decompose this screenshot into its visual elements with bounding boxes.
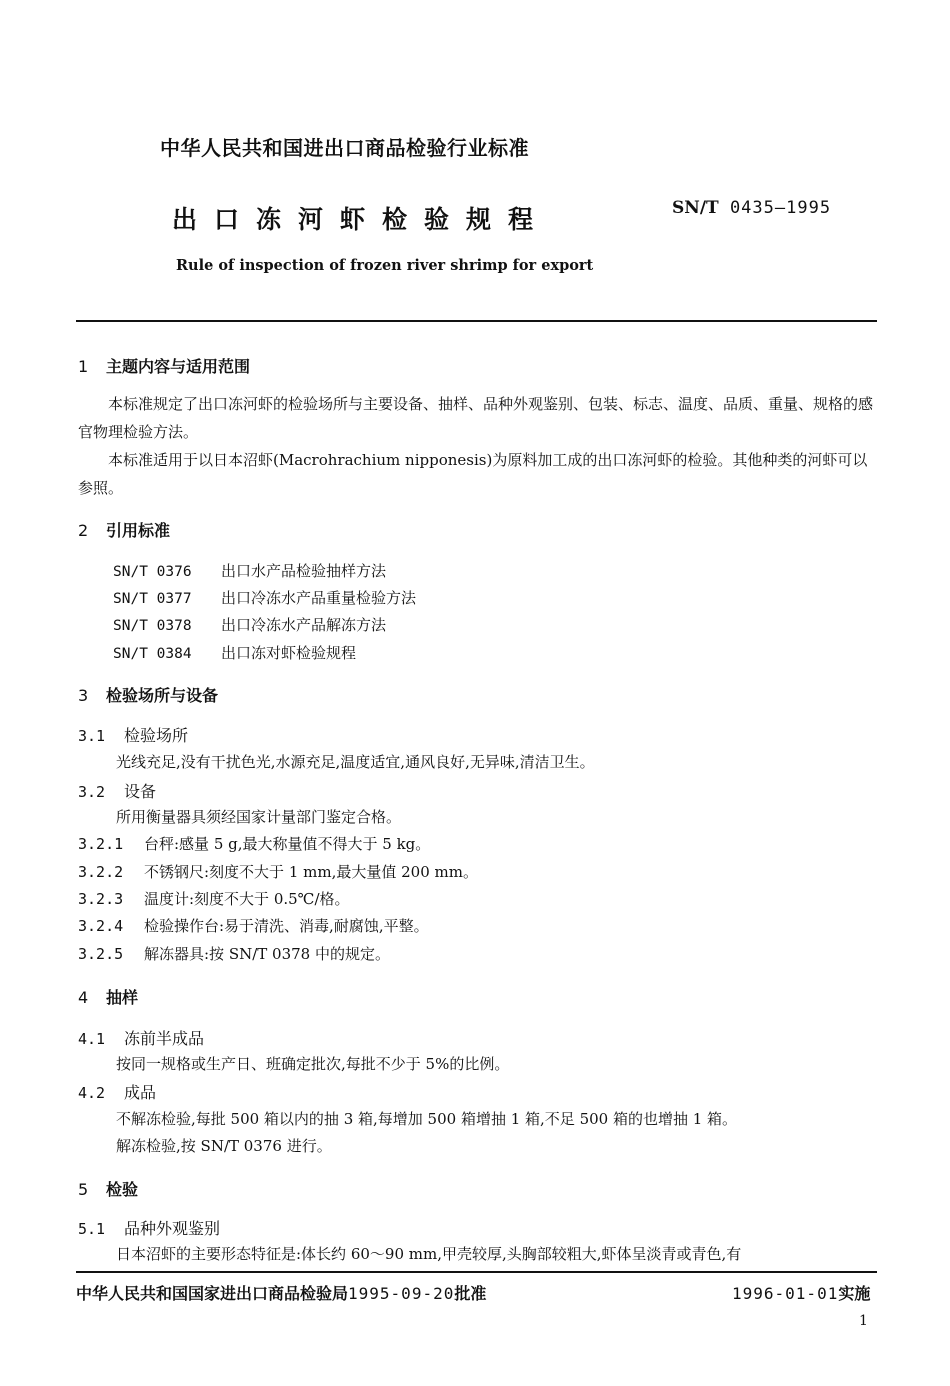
header-divider [76, 320, 877, 322]
section-4-2-heading: 4.2 成品 [78, 1083, 157, 1102]
section-3-1-heading: 3.1 检验场所 [78, 726, 189, 745]
reference-name: 出口冷冻水产品重量检验方法 [221, 589, 417, 607]
page-number: 1 [859, 1313, 868, 1329]
english-title: Rule of inspection of frozen river shrimp for export [176, 257, 594, 274]
equipment-item: 3.2.4 检验操作台:易于清洗、消毒,耐腐蚀,平整。 [78, 917, 429, 935]
reference-name: 出口冷冻水产品解冻方法 [221, 616, 387, 634]
section-1-heading: 1 主题内容与适用范围 [78, 357, 251, 376]
reference-code: SN/T 0376 [113, 564, 192, 580]
section-3-2-heading: 3.2 设备 [78, 782, 157, 801]
effective-label: 实施 [838, 1284, 871, 1303]
section-4-1-heading: 4.1 冻前半成品 [78, 1029, 205, 1048]
section-4-1-text: 按同一规格或生产日、班确定批次,每批不少于 5%的比例。 [116, 1055, 510, 1073]
standard-code: 0435—1995 [729, 198, 832, 218]
section-3-1-text: 光线充足,没有干扰色光,水源充足,温度适宜,通风良好,无异味,清洁卫生。 [116, 753, 595, 771]
reference-standard [113, 560, 386, 581]
reference-code: SN/T 0377 [113, 591, 192, 607]
section-3-2-text: 所用衡量器具须经国家计量部门鉴定合格。 [116, 808, 402, 826]
reference-name: 出口水产品检验抽样方法 [221, 562, 387, 580]
standard-number [672, 198, 831, 218]
footer-divider [76, 1271, 877, 1273]
section-1-paragraph-2: 本标准适用于以日本沼虾(Macrohrachium nipponesis)为原料加工成的出口冻河虾的检验。其他种类的河虾可以参照。 [78, 451, 868, 497]
section-4-2-text-1: 不解冻检验,每批 500 箱以内的抽 3 箱,每增加 500 箱增抽 1 箱,不足 500 箱的也增抽 1 箱。 [116, 1110, 738, 1128]
section-1-paragraph-1: 本标准规定了出口冻河虾的检验场所与主要设备、抽样、品种外观鉴别、包装、标志、温度、品质、重量、规格的感官物理检验方法。 [78, 395, 874, 441]
reference-standard [113, 642, 356, 663]
reference-code: SN/T 0384 [113, 646, 192, 662]
section-2-heading: 2 引用标准 [78, 521, 171, 540]
section-3-heading: 3 检验场所与设备 [78, 686, 219, 705]
issuing-authority: 中华人民共和国国家进出口商品检验局 [76, 1284, 349, 1303]
equipment-item: 3.2.3 温度计:刻度不大于 0.5℃/格。 [78, 890, 350, 908]
reference-standard [113, 587, 416, 608]
standard-prefix: SN/T [672, 198, 719, 218]
section-5-1-heading: 5.1 品种外观鉴别 [78, 1219, 221, 1238]
effective-date: 1996-01-01 [732, 1284, 839, 1303]
approval-line [76, 1281, 486, 1304]
equipment-item: 3.2.5 解冻器具:按 SN/T 0378 中的规定。 [78, 945, 390, 963]
equipment-item: 3.2.2 不锈钢尺:刻度不大于 1 mm,最大量值 200 mm。 [78, 863, 478, 881]
approval-label: 批准 [454, 1284, 487, 1303]
section-5-heading: 5 检验 [78, 1180, 139, 1199]
section-4-heading: 4 抽样 [78, 988, 139, 1007]
equipment-item: 3.2.1 台秤:感量 5 g,最大称量值不得大于 5 kg。 [78, 835, 431, 853]
issuing-standard-category: 中华人民共和国进出口商品检验行业标准 [160, 136, 529, 160]
section-5-1-text: 日本沼虾的主要形态特征是:体长约 60～90 mm,甲壳较厚,头胸部较粗大,虾体呈淡青或青色,有 [116, 1245, 742, 1263]
reference-code: SN/T 0378 [113, 618, 192, 634]
reference-name: 出口冻对虾检验规程 [221, 644, 357, 662]
document-title: 出口冻河虾检验规程 [172, 205, 551, 234]
effective-line [732, 1281, 870, 1304]
approval-date: 1995-09-20 [348, 1284, 455, 1303]
reference-standard [113, 614, 386, 635]
section-4-2-text-2: 解冻检验,按 SN/T 0376 进行。 [116, 1137, 332, 1155]
